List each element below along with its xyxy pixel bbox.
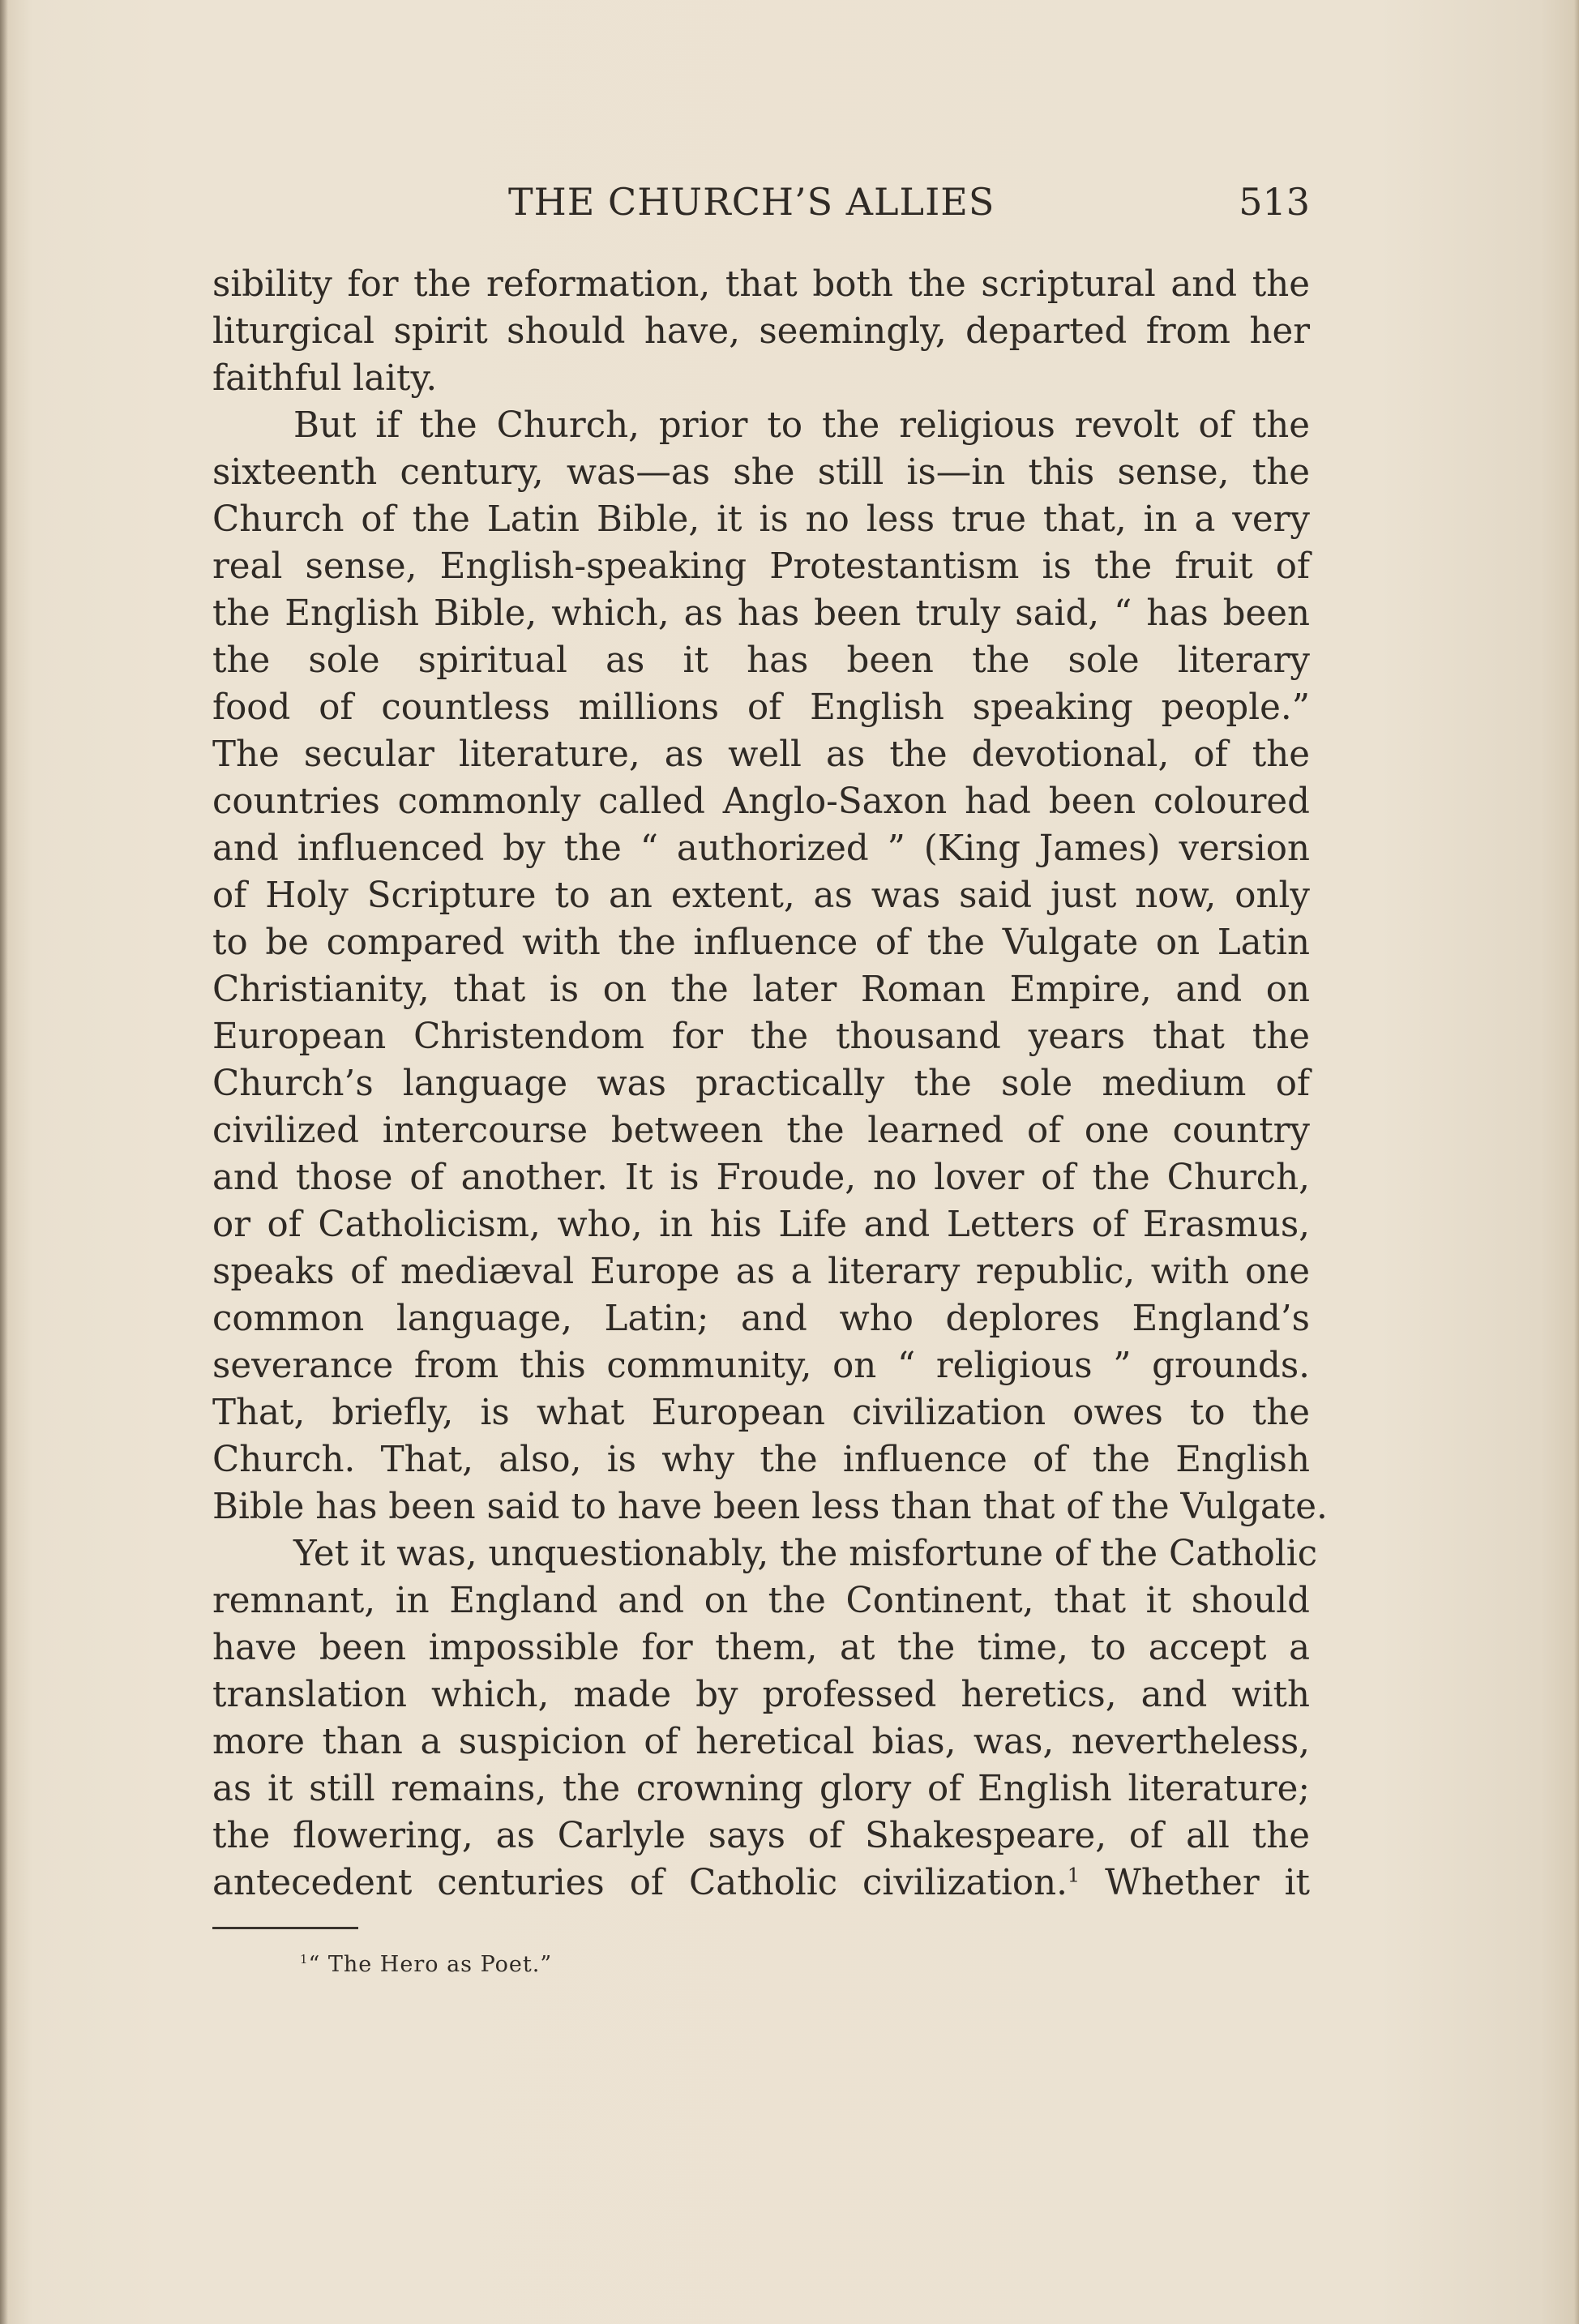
text-line: more than a suspicion of heretical bias, was, nevertheless, bbox=[212, 1722, 1310, 1762]
footnote-reference: 1 bbox=[1067, 1864, 1080, 1887]
text-line: severance from this community, on “ religious ” grounds. bbox=[212, 1346, 1310, 1386]
text-line: the English Bible, which, as has been truly said, “ has been bbox=[212, 593, 1310, 634]
text-line: sixteenth century, was—as she still is—in this sense, the bbox=[212, 452, 1310, 493]
text-line: Church of the Latin Bible, it is no less true that, in a very bbox=[212, 499, 1310, 540]
text-line: liturgical spirit should have, seemingly, departed from her bbox=[212, 311, 1310, 352]
binding-shadow bbox=[0, 0, 8, 2324]
text-line: of Holy Scripture to an extent, as was said just now, only bbox=[212, 875, 1310, 916]
text-line: real sense, English-speaking Protestantism is the fruit of bbox=[212, 546, 1310, 587]
text-line: and influenced by the “ authorized ” (King James) version bbox=[212, 828, 1310, 869]
page-edge bbox=[1574, 0, 1579, 2324]
text-line-with-note bbox=[212, 1860, 1310, 1907]
text-fragment: Whether it bbox=[1105, 1863, 1311, 1903]
text-line: the flowering, as Carlyle says of Shakespeare, of all the bbox=[212, 1816, 1310, 1856]
text-line: and those of another. It is Froude, no lover of the Church, bbox=[212, 1158, 1310, 1198]
running-head: THE CHURCH’S ALLIES bbox=[508, 180, 995, 224]
text-line: Yet it was, unquestionably, the misfortune of the Catholic bbox=[293, 1534, 1318, 1574]
text-line: the sole spiritual as it has been the sole literary bbox=[212, 640, 1310, 681]
text-fragment: antecedent centuries of Catholic civilization. bbox=[212, 1863, 1068, 1903]
page-header bbox=[212, 180, 1310, 229]
text-line: to be compared with the influence of the Vulgate on Latin bbox=[212, 922, 1310, 963]
page-number: 513 bbox=[1239, 180, 1310, 224]
text-line: Christianity, that is on the later Roman Empire, and on bbox=[212, 969, 1310, 1010]
footnote-text: “ The Hero as Poet.” bbox=[308, 1952, 553, 1977]
text-line: Church. That, also, is why the influence of the English bbox=[212, 1440, 1310, 1480]
text-line: speaks of mediæval Europe as a literary republic, with one bbox=[212, 1252, 1310, 1292]
text-line: civilized intercourse between the learned of one country bbox=[212, 1111, 1310, 1151]
text-line: sibility for the reformation, that both the scriptural and the bbox=[212, 264, 1310, 305]
text-line: That, briefly, is what European civilization owes to the bbox=[212, 1393, 1310, 1433]
text-line: have been impossible for them, at the time, to accept a bbox=[212, 1628, 1310, 1668]
footnote-marker: 1 bbox=[300, 1952, 309, 1967]
text-line: translation which, made by professed heretics, and with bbox=[212, 1675, 1310, 1715]
body-text bbox=[212, 261, 1328, 1907]
text-line: food of countless millions of English speaking people.” bbox=[212, 687, 1310, 728]
text-line: remnant, in England and on the Continent, that it should bbox=[212, 1581, 1310, 1621]
text-line: But if the Church, prior to the religious revolt of the bbox=[293, 405, 1310, 446]
text-line: as it still remains, the crowning glory of English literature; bbox=[212, 1769, 1310, 1809]
footnote-rule bbox=[212, 1927, 358, 1929]
text-line: The secular literature, as well as the devotional, of the bbox=[212, 734, 1310, 775]
text-line: Bible has been said to have been less than that of the Vulgate. bbox=[212, 1487, 1328, 1527]
text-line: faithful laity. bbox=[212, 358, 438, 399]
footnote bbox=[300, 1952, 552, 1977]
text-line: countries commonly called Anglo-Saxon had been coloured bbox=[212, 781, 1310, 822]
text-line: Church’s language was practically the sole medium of bbox=[212, 1064, 1310, 1104]
text-line: common language, Latin; and who deplores England’s bbox=[212, 1299, 1310, 1339]
text-line: or of Catholicism, who, in his Life and Letters of Erasmus, bbox=[212, 1205, 1310, 1245]
text-line: European Christendom for the thousand years that the bbox=[212, 1016, 1310, 1057]
